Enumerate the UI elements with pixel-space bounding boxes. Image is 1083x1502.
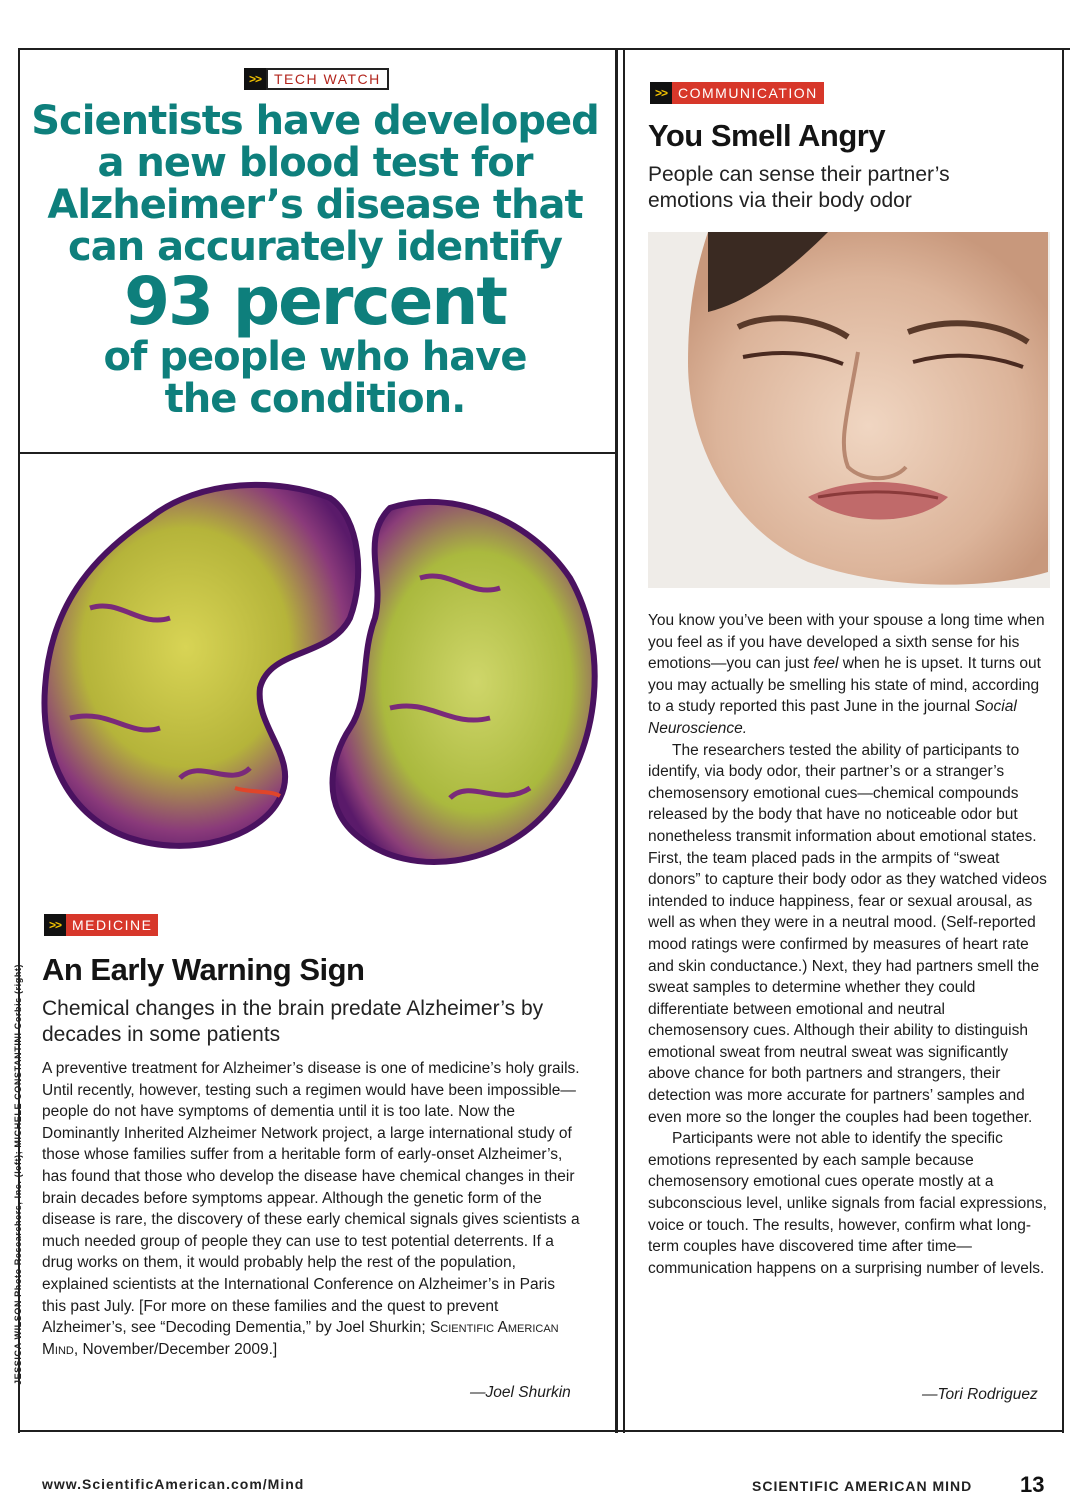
brain-scan-image <box>30 458 610 898</box>
photo-credit: JESSICA WILSON Photo Researchers, Inc. (left); MICHELE CONSTANTINI Corbis (right) <box>13 963 23 1385</box>
medicine-signature: —Joel Shurkin <box>470 1384 571 1401</box>
comm-p1-b: when he is upset. It turns out you may actually be smelling his state of mind, according to a study reported this past June in the journal <box>648 655 1041 716</box>
comm-p1-a: You know you’ve been with your spouse a long time when you feel as if you have developed a sixth sense for his emotions—you can just <box>648 612 1045 673</box>
tech-watch-label: TECH WATCH <box>266 68 389 90</box>
magazine-name: Scientific American Mind <box>42 1319 559 1358</box>
journal-name: Social Neuroscience. <box>648 698 1017 737</box>
medicine-headline: An Early Warning Sign <box>42 952 365 987</box>
medicine-dek: Chemical changes in the brain predate Alzheimer’s by decades in some patients <box>42 997 544 1046</box>
bottom-rule <box>20 1430 1064 1432</box>
tag-arrows-icon: >> <box>650 82 672 104</box>
page-number: 13 <box>1020 1472 1045 1497</box>
medicine-body <box>42 1058 582 1360</box>
communication-signature: —Tori Rodriguez <box>922 1386 1038 1403</box>
footer-magazine: SCIENTIFIC AMERICAN MIND <box>752 1478 973 1494</box>
pull-line: Scientists have developed <box>31 98 599 144</box>
communication-body <box>648 610 1050 1279</box>
communication-tag <box>650 82 824 104</box>
comm-p1-emphasis: feel <box>813 655 839 673</box>
tag-arrows-icon: >> <box>44 914 66 936</box>
medicine-label: MEDICINE <box>66 914 158 936</box>
tag-arrows-icon: >> <box>244 68 266 90</box>
tech-watch-tag <box>244 68 389 90</box>
pull-highlight: 93 percent <box>124 263 506 340</box>
pull-line: the condition. <box>164 376 466 422</box>
communication-dek: People can sense their partner’s emotions via their body odor <box>648 163 950 212</box>
column-divider <box>615 48 618 1433</box>
medicine-body-text: A preventive treatment for Alzheimer’s disease is one of medicine’s holy grails. Until recently, however, testing such a regimen would have been impossible—people do not have symptoms of dementia until it is too late. Now the Dominantly Inherited Alzheimer Network project, a large international study of those whose families suffer from a heritable form of early-onset Alzheimer’s, has found that those who develop the disease have chemical changes in their brain decades before symptoms appear. Although the genetic form of the disease is rare, the discovery of these early chemical signals gives scientists a much needed group of people they can use to test potential deterrents. If a drug works on them, it would probably help the rest of the population, explained scientists at the International Conference on Alzheimer’s in Paris this past July. [For more on these families and the quest to prevent Alzheimer’s, see “Decoding Dementia,” by Joel Shurkin; <box>42 1060 580 1337</box>
tech-watch-pull-quote <box>20 100 610 420</box>
right-rule <box>1062 48 1064 1433</box>
communication-headline: You Smell Angry <box>648 118 886 153</box>
brain-scan-illustration <box>30 458 610 898</box>
comm-p3: Participants were not able to identify the specific emotions represented by each sample because chemosensory emotional cues operate mostly at a subconscious level, unlike signals from facial expressions, voice or touch. The results, however, confirm what long-term couples have discovered time after time—communication happens on a surprising number of levels. <box>648 1130 1047 1277</box>
medicine-body-end: , November/December 2009.] <box>73 1340 278 1358</box>
pull-line: Alzheimer’s disease that <box>47 182 583 228</box>
medicine-tag <box>44 914 158 936</box>
comm-p2: The researchers tested the ability of participants to identify, via body odor, their partner’s or a stranger’s chemosensory emotional cues—chemical compounds released by the body that have no noticeable odor but nonetheless transmit information about emotional states. First, the team placed pads in the armpits of “sweat donors” to capture their body odor as they watched videos intended to induce happiness, fear or sexual arousal, as well as when they were in a neutral mood. (Self-reported mood ratings were confirmed by measures of heart rate and skin conductance.) Next, they had partners smell the sweat samples to determine whether they could differentiate between emotional and neutral chemosensory cues. Although their ability to distinguish emotional sweat from neutral sweat was significantly above chance for both partners and strangers, their detection was more accurate for partners’ samples and even more so the longer the couples had been together. <box>648 741 1047 1126</box>
face-photo <box>648 232 1050 588</box>
communication-label: COMMUNICATION <box>672 82 824 104</box>
section-divider <box>20 452 615 454</box>
footer-url: www.ScientificAmerican.com/Mind <box>42 1476 305 1492</box>
pull-line: of people who have <box>103 334 527 380</box>
pull-line: can accurately identify <box>68 224 562 270</box>
column-divider-inner <box>623 48 625 1433</box>
pull-line: a new blood test for <box>97 140 533 186</box>
grimacing-face-illustration <box>648 232 1050 588</box>
top-rule <box>20 48 1070 50</box>
